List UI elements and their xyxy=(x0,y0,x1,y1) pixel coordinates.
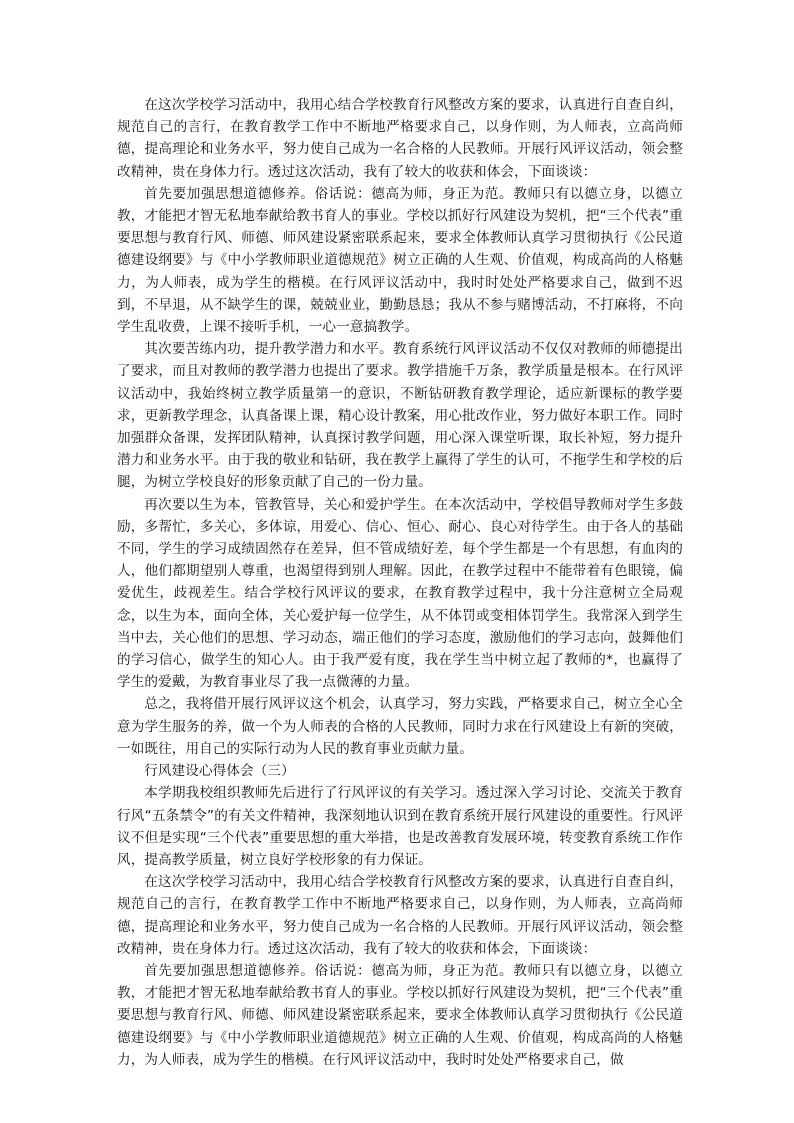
paragraph-self-review: 在这次学校学习活动中，我用心结合学校教育行风整改方案的要求，认真进行自查自纠，规范自己的言行，在教育教学工作中不断地严格要求自己，以身作则，为人师表，立高尚师德，提高理论和业务水平，努力使自己成为一名合格的人民教师。开展行风评议活动，领会整改精神，贵在身体力行。透过这次活动，我有了较大的收获和体会，下面谈谈： xyxy=(117,97,683,180)
paragraph-section-intro: 本学期我校组织教师先后进行了行风评议的有关学习。透过深入学习讨论、交流关于教育行风“五条禁令”的有关文件精神，我深刻地认识到在教育系统开展行风建设的重要性。行风评议不但是实现“三个代表”重要思想的重大举措，也是改善教育发展环境，转变教育系统工作作风，提高教学质量，树立良好学校形象的有力保证。 xyxy=(117,785,683,868)
paragraph-moral-cultivation: 首先要加强思想道德修养。俗话说：德高为师，身正为范。教师只有以德立身，以德立教，才能把才智无私地奉献给教书育人的事业。学校以抓好行风建设为契机，把“三个代表”重要思想与教育行风、师德、师风建设紧密联系起来，要求全体教师认真学习贯彻执行《公民道德建设纲要》与《中小学教师职业道德规范》树立正确的人生观、价值观，构成高尚的人格魅力，为人师表，成为学生的楷模。在行风评议活动中，我时时处处严格要求自己，做到不迟到，不早退，从不缺学生的课，兢兢业业，勤勤恳恳；我从不参与赌博活动，不打麻将，不向学生乱收费，上课不接听手机，一心一意搞教学。 xyxy=(117,185,683,336)
section-heading: 行风建设心得体会（三） xyxy=(144,763,295,780)
paragraph-conclusion: 总之，我将借开展行风评议这个机会，认真学习，努力实践，严格要求自己，树立全心全意为学生服务的养，做一个为人师表的合格的人民教师，同时力求在行风建设上有新的突破，一如既往，用自己的实际行动为人民的教育事业贡献力量。 xyxy=(117,696,683,757)
paragraph-self-review-repeat: 在这次学校学习活动中，我用心结合学校教育行风整改方案的要求，认真进行自查自纠，规范自己的言行，在教育教学工作中不断地严格要求自己，以身作则，为人师表，立高尚师德，提高理论和业务水平，努力使自己成为一名合格的人民教师。开展行风评议活动，领会整改精神，贵在身体力行。透过这次活动，我有了较大的收获和体会，下面谈谈： xyxy=(117,874,683,957)
document-page xyxy=(117,94,683,1071)
paragraph-moral-cultivation-repeat: 首先要加强思想道德修养。俗话说：德高为师，身正为范。教师只有以德立身，以德立教，才能把才智无私地奉献给教书育人的事业。学校以抓好行风建设为契机，把“三个代表”重要思想与教育行风、师德、师风建设紧密联系起来，要求全体教师认真学习贯彻执行《公民道德建设纲要》与《中小学教师职业道德规范》树立正确的人生观、价值观，构成高尚的人格魅力，为人师表，成为学生的楷模。在行风评议活动中，我时时处处严格要求自己，做 xyxy=(117,962,683,1068)
paragraph-teaching-skills: 其次要苦练内功，提升教学潜力和水平。教育系统行风评议活动不仅仅对教师的师德提出了要求，而且对教师的教学潜力也提出了要求。教学措施千万条，教学质量是根本。在行风评议活动中，我始终树立教学质量第一的意识，不断钻研教育教学理论，适应新课标的教学要求，更新教学理念，认真备课上课，精心设计教案，用心批改作业，努力做好本职工作。同时加强群众备课，发挥团队精神，认真探讨教学问题，用心深入课堂听课，取长补短，努力提升潜力和业务水平。由于我的敬业和钻研，我在教学上赢得了学生的认可，不拖学生和学校的后腿，为树立学校良好的形象贡献了自己的一份力量。 xyxy=(117,341,683,491)
paragraph-care-for-students: 再次要以生为本，管教管导，关心和爱护学生。在本次活动中，学校倡导教师对学生多鼓励，多帮忙，多关心，多体谅，用爱心、信心、恒心、耐心、良心对待学生。由于各人的基础不同，学生的学习成绩固然存在差异，但不管成绩好差，每个学生都是一个有思想，有血肉的人，他们都期望别人尊重，也渴望得到别人理解。因此，在教学过程中不能带着有色眼镜，偏爱优生，歧视差生。结合学校行风评议的要求，在教育教学过程中，我十分注意树立全局观念，以生为本，面向全体，关心爱护每一位学生，从不体罚或变相体罚学生。我常深入到学生当中去，关心他们的思想、学习动态，端正他们的学习态度，激励他们的学习志向，鼓舞他们的学习信心，做学生的知心人。由于我严爱有度，我在学生当中树立起了教师的*，也赢得了学生的爱戴，为教育事业尽了我一点微薄的力量。 xyxy=(117,496,683,691)
